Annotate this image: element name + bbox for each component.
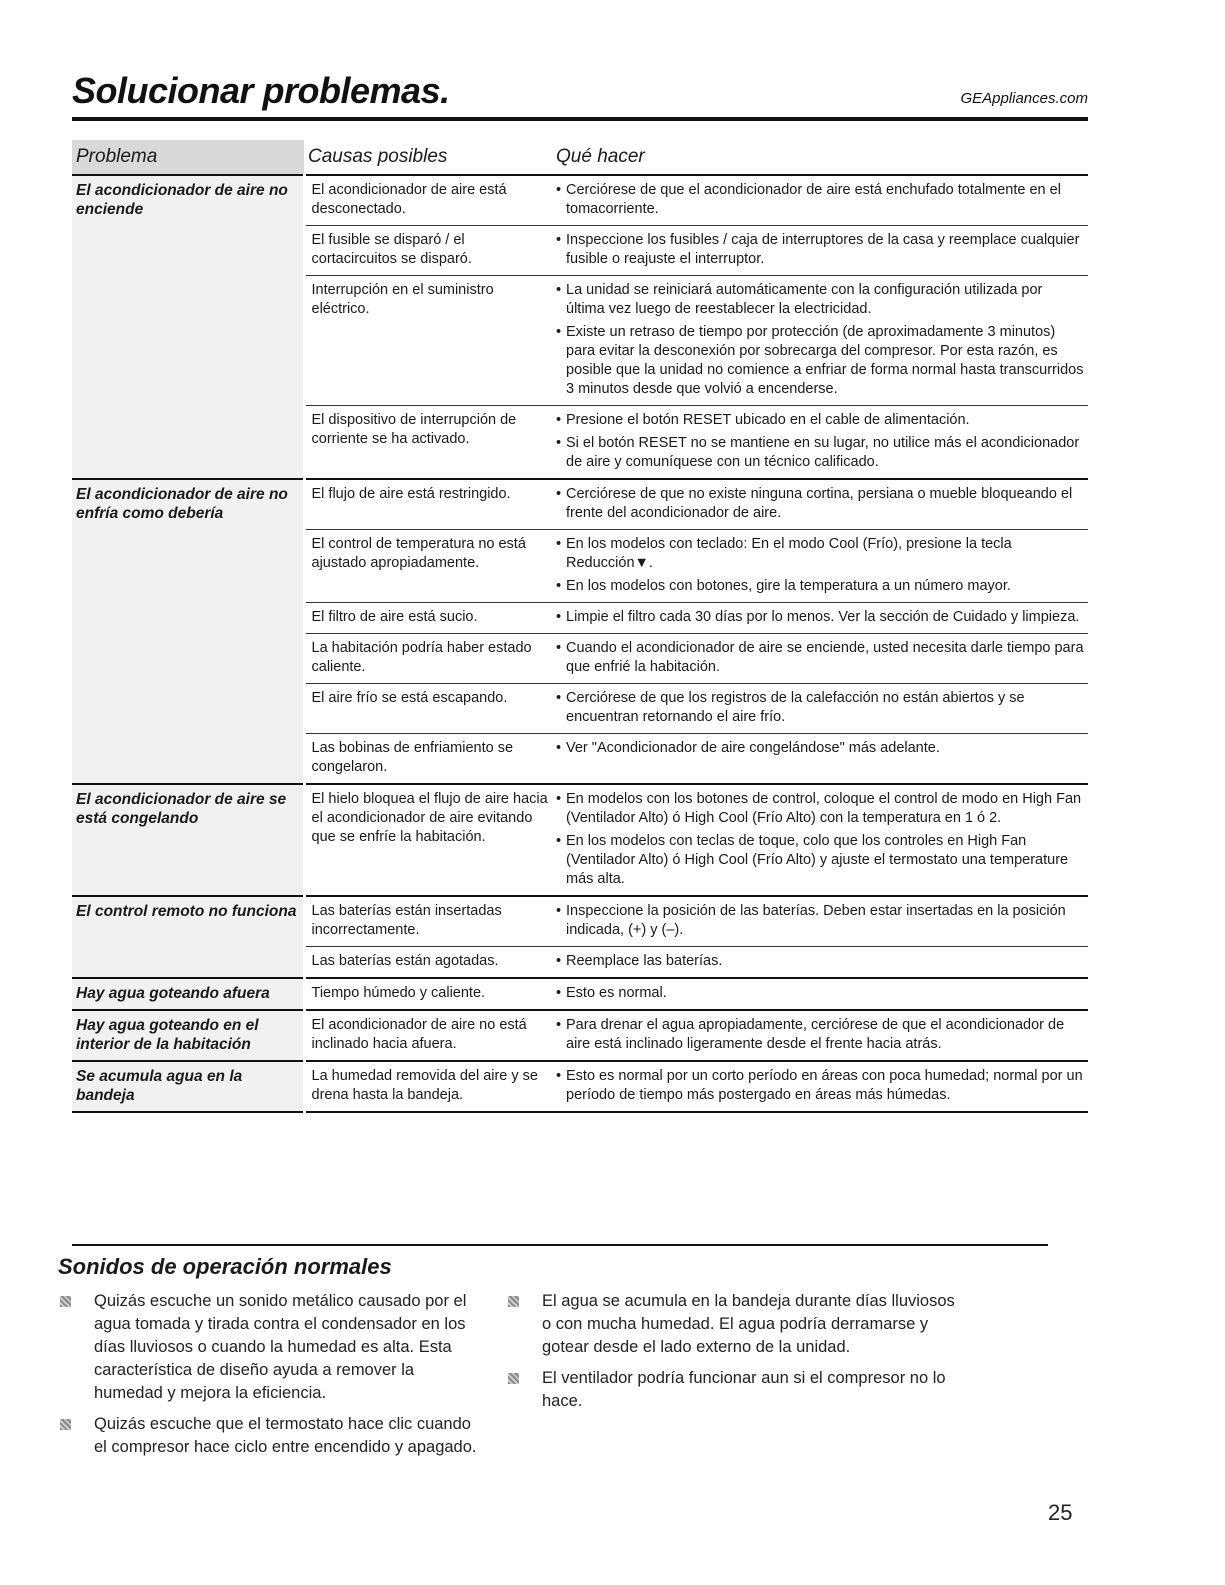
bullet-dot-icon: • [556, 578, 562, 594]
bullet-dot-icon: • [556, 435, 562, 451]
fix-cell [552, 226, 1088, 276]
fix-item [556, 790, 1084, 828]
fix-text: En los modelos con teclado: En el modo Cool (Frío), presione la tecla Reducción▼. [566, 536, 1012, 571]
table-row [72, 1010, 1088, 1061]
cause-cell: La humedad removida del aire y se drena hasta la bandeja. [304, 1061, 552, 1112]
bullet-dot-icon: • [556, 324, 562, 340]
fix-text: Inspeccione la posición de las baterías. Deben estar insertadas en la posición indicada, (+) y (–). [566, 903, 1066, 938]
table-row [72, 978, 1088, 1010]
fix-cell [552, 896, 1088, 947]
problem-cell: El acondicionador de aire se está congelando [72, 784, 304, 896]
table-row [72, 175, 1088, 226]
fix-cell [552, 734, 1088, 785]
bullet-dot-icon: • [556, 903, 562, 919]
bullet-square-icon [508, 1373, 519, 1384]
sound-item [508, 1290, 958, 1359]
fix-text: Cerciórese de que no existe ninguna cortina, persiana o mueble bloqueando el frente del acondicionador de aire. [566, 486, 1073, 521]
bullet-dot-icon: • [556, 791, 562, 807]
fix-text: Cuando el acondicionador de aire se enciende, usted necesita darle tiempo para que enfrié la habitación. [566, 640, 1084, 675]
table-body [72, 175, 1088, 1112]
fix-cell [552, 530, 1088, 603]
sound-item-text: El ventilador podría funcionar aun si el compresor no lo hace. [542, 1369, 946, 1410]
fix-item [556, 1067, 1084, 1105]
fix-cell [552, 276, 1088, 406]
fix-item [556, 739, 1084, 758]
fix-item [556, 181, 1084, 219]
cause-cell: Las baterías están insertadas incorrectamente. [304, 896, 552, 947]
fix-item [556, 231, 1084, 269]
sound-item-text: El agua se acumula en la bandeja durante días lluviosos o con mucha humedad. El agua podría derramarse y gotear desde el lado externo de la unidad. [542, 1292, 955, 1356]
fix-text: Inspeccione los fusibles / caja de interruptores de la casa y reemplace cualquier fusible o reajuste el interruptor. [566, 232, 1080, 267]
fix-item [556, 485, 1084, 523]
table-row [72, 479, 1088, 530]
fix-text: Esto es normal. [566, 985, 667, 1001]
fix-cell [552, 947, 1088, 979]
problem-cell: Se acumula agua en la bandeja [72, 1061, 304, 1112]
fix-cell [552, 784, 1088, 896]
fix-item [556, 608, 1084, 627]
bullet-dot-icon: • [556, 985, 562, 1001]
fix-item [556, 689, 1084, 727]
fix-text: En modelos con los botones de control, coloque el control de modo en High Fan (Ventilador Alto) ó High Cool (Frío Alto) con la temperatura en 1 ó 2. [566, 791, 1082, 826]
fix-text: Cerciórese de que los registros de la calefacción no están abiertos y se encuentran retornando el aire frío. [566, 690, 1025, 725]
bullet-dot-icon: • [556, 182, 562, 198]
fix-text: Si el botón RESET no se mantiene en su lugar, no utilice más el acondicionador de aire y comuníquese con un técnico calificado. [566, 435, 1080, 470]
sounds-rule [72, 1244, 1048, 1246]
fix-item [556, 902, 1084, 940]
bullet-dot-icon: • [556, 486, 562, 502]
bullet-square-icon [508, 1296, 519, 1307]
bullet-dot-icon: • [556, 953, 562, 969]
fix-item [556, 411, 1084, 430]
fix-cell [552, 634, 1088, 684]
cause-cell: La habitación podría haber estado caliente. [304, 634, 552, 684]
problem-cell: Hay agua goteando en el interior de la habitación [72, 1010, 304, 1061]
bullet-dot-icon: • [556, 740, 562, 756]
fix-item [556, 952, 1084, 971]
sound-item [60, 1413, 480, 1459]
sounds-list-right [508, 1290, 958, 1421]
bullet-dot-icon: • [556, 536, 562, 552]
bullet-dot-icon: • [556, 232, 562, 248]
bullet-dot-icon: • [556, 282, 562, 298]
sounds-list-left [60, 1290, 480, 1467]
fix-cell [552, 978, 1088, 1010]
fix-cell [552, 603, 1088, 634]
fix-item [556, 434, 1084, 472]
bullet-dot-icon: • [556, 833, 562, 849]
sound-item [508, 1367, 958, 1413]
fix-item [556, 832, 1084, 889]
bullet-dot-icon: • [556, 1017, 562, 1033]
cause-cell: El filtro de aire está sucio. [304, 603, 552, 634]
cause-cell: El acondicionador de aire no está inclinado hacia afuera. [304, 1010, 552, 1061]
table-row [72, 1061, 1088, 1112]
column-header-causes: Causas posibles [304, 140, 552, 175]
fix-text: Existe un retraso de tiempo por protección (de aproximadamente 3 minutos) para evitar la desconexión por sobrecarga del compresor. Por esta razón, es posible que la unidad no comience a enfriar de forma normal hasta transcurridos 3 minutos desde que volvió a encenderse. [566, 324, 1084, 397]
fix-cell [552, 1061, 1088, 1112]
fix-item [556, 535, 1084, 573]
fix-item [556, 984, 1084, 1003]
fix-text: La unidad se reiniciará automáticamente con la configuración utilizada por última vez luego de reestablecer la electricidad. [566, 282, 1043, 317]
problem-cell: El acondicionador de aire no enfría como debería [72, 479, 304, 784]
fix-text: Cerciórese de que el acondicionador de aire está enchufado totalmente en el tomacorriente. [566, 182, 1061, 217]
fix-text: Esto es normal por un corto período en áreas con poca humedad; normal por un período de tiempo más postergado en áreas más húmedas. [566, 1068, 1083, 1103]
bullet-dot-icon: • [556, 640, 562, 656]
table-row [72, 896, 1088, 947]
bullet-square-icon [60, 1419, 71, 1430]
cause-cell: El control de temperatura no está ajustado apropiadamente. [304, 530, 552, 603]
fix-item [556, 577, 1084, 596]
fix-item [556, 281, 1084, 319]
fix-cell [552, 1010, 1088, 1061]
cause-cell: El acondicionador de aire está desconectado. [304, 175, 552, 226]
fix-text: Para drenar el agua apropiadamente, cerciórese de que el acondicionador de aire está inclinado ligeramente desde el frente hacia atrás. [566, 1017, 1065, 1052]
sound-item-text: Quizás escuche que el termostato hace clic cuando el compresor hace ciclo entre encendido y apagado. [94, 1415, 477, 1456]
sounds-section-title: Sonidos de operación normales [58, 1254, 392, 1279]
bullet-square-icon [60, 1296, 71, 1307]
problem-cell: El acondicionador de aire no enciende [72, 175, 304, 479]
bullet-dot-icon: • [556, 412, 562, 428]
table-header-row [72, 140, 1088, 175]
bullet-dot-icon: • [556, 690, 562, 706]
column-header-fixes: Qué hacer [552, 140, 1088, 175]
troubleshooting-table [72, 140, 1088, 1113]
fix-text: Limpie el filtro cada 30 días por lo menos. Ver la sección de Cuidado y limpieza. [566, 609, 1080, 625]
cause-cell: El flujo de aire está restringido. [304, 479, 552, 530]
fix-item [556, 1016, 1084, 1054]
fix-cell [552, 684, 1088, 734]
fix-cell [552, 175, 1088, 226]
header-rule [72, 117, 1088, 121]
fix-cell [552, 406, 1088, 480]
problem-cell: El control remoto no funciona [72, 896, 304, 978]
cause-cell: El dispositivo de interrupción de corriente se ha activado. [304, 406, 552, 480]
cause-cell: El fusible se disparó / el cortacircuitos se disparó. [304, 226, 552, 276]
cause-cell: Interrupción en el suministro eléctrico. [304, 276, 552, 406]
cause-cell: Las baterías están agotadas. [304, 947, 552, 979]
fix-text: En los modelos con botones, gire la temperatura a un número mayor. [566, 578, 1011, 594]
website-url: GEAppliances.com [960, 90, 1088, 107]
cause-cell: Tiempo húmedo y caliente. [304, 978, 552, 1010]
page-number: 25 [1048, 1500, 1073, 1525]
cause-cell: Las bobinas de enfriamiento se congelaron. [304, 734, 552, 785]
problem-cell: Hay agua goteando afuera [72, 978, 304, 1010]
fix-item [556, 323, 1084, 399]
bullet-dot-icon: • [556, 609, 562, 625]
fix-text: Reemplace las baterías. [566, 953, 723, 969]
bullet-dot-icon: • [556, 1068, 562, 1084]
fix-text: Ver "Acondicionador de aire congelándose" más adelante. [566, 740, 940, 756]
fix-text: Presione el botón RESET ubicado en el cable de alimentación. [566, 412, 970, 428]
fix-text: En los modelos con teclas de toque, colo que los controles en High Fan (Ventilador Alto) ó High Cool (Frío Alto) y ajuste el termostato una temperature más alta. [566, 833, 1069, 887]
page-title: Solucionar problemas. [72, 70, 450, 111]
fix-item [556, 639, 1084, 677]
sound-item [60, 1290, 480, 1405]
cause-cell: El aire frío se está escapando. [304, 684, 552, 734]
column-header-problem: Problema [72, 140, 304, 175]
table-row [72, 784, 1088, 896]
cause-cell: El hielo bloquea el flujo de aire hacia el acondicionador de aire evitando que se enfríe la habitación. [304, 784, 552, 896]
page-header [72, 70, 1088, 118]
fix-cell [552, 479, 1088, 530]
sound-item-text: Quizás escuche un sonido metálico causado por el agua tomada y tirada contra el condensador en los días lluviosos o cuando la humedad es alta. Esta característica de diseño ayuda a remover la humedad y mejora la eficiencia. [94, 1292, 467, 1402]
